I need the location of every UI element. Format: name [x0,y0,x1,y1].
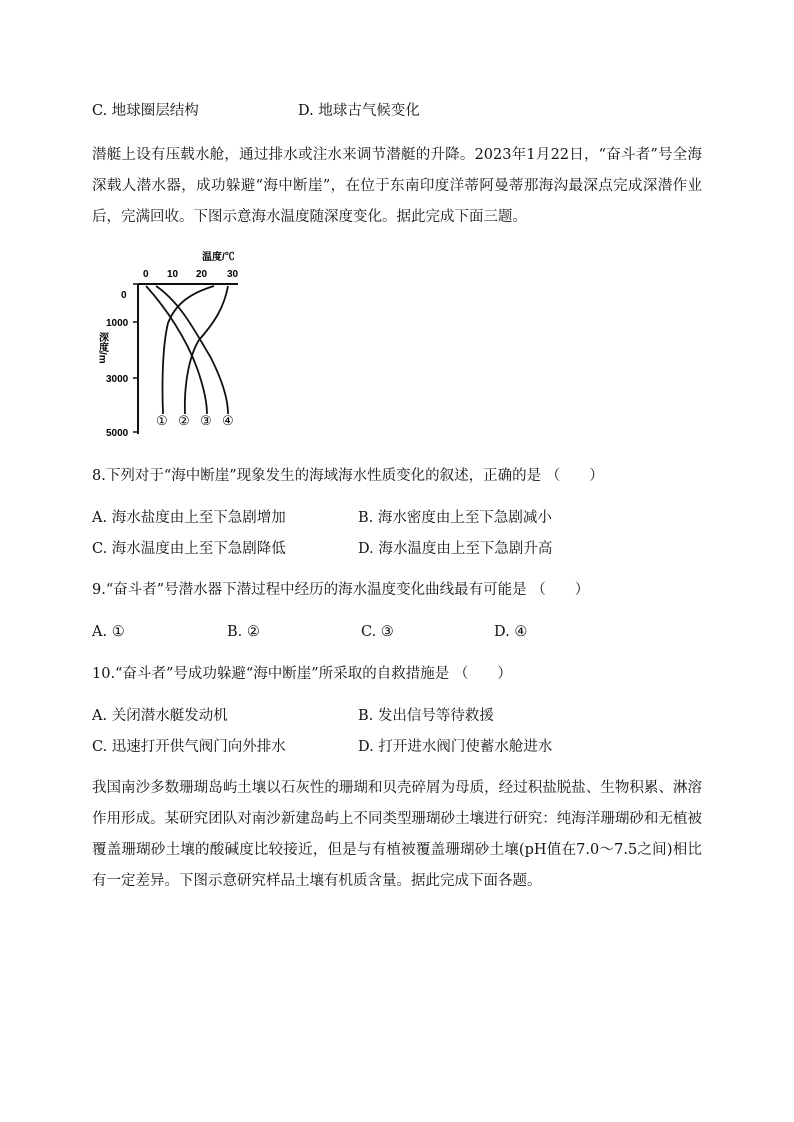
depth-tick-1000: 1000 [106,318,129,329]
temperature-depth-chart [96,248,266,443]
question-9-option-b: B. ② [227,624,260,640]
curve-label-3: ③ [200,413,212,428]
curve-4 [156,286,228,414]
question-10-stem: 10.“奋斗者”号成功躲避“海中断崖”所采取的自救措施是 （ ） [92,666,512,682]
question-8-option-d: D. 海水温度由上至下急剧升高 [358,541,553,557]
depth-tick-3000: 3000 [106,374,129,385]
curve-label-2: ② [178,413,190,428]
temp-tick-0: 0 [143,269,149,280]
question-8-option-c: C. 海水温度由上至下急剧降低 [92,541,286,557]
question-10-option-d: D. 打开进水阀门使蓄水舱进水 [358,739,553,755]
depth-tick-5000: 5000 [106,428,129,439]
question-9-option-a: A. ① [92,624,125,640]
closing-paragraph: 我国南沙多数珊瑚岛屿土壤以石灰性的珊瑚和贝壳碎屑为母质，经过积盐脱盐、生物积累、淋溶作用形成。某研究团队对南沙新建岛屿上不同类型珊瑚砂土壤进行研究：纯海洋珊瑚砂和无植被覆盖珊瑚砂土壤的酸碱度比较接近，但是与有植被覆盖珊瑚砂土壤(pH值在7.0～7.5之间)相比有一定差异。下图示意研究样品土壤有机质含量。据此完成下面各题。 [92,780,702,889]
curve-label-1: ① [156,413,168,428]
temp-tick-20: 20 [196,269,208,280]
temp-tick-30: 30 [227,269,239,280]
temp-tick-10: 10 [167,269,179,280]
curve-label-4: ④ [222,413,234,428]
question-8-stem: 8.下列对于“海中断崖”现象发生的海域海水性质变化的叙述，正确的是 （ ） [92,468,604,484]
option-d-previous: D. 地球古气候变化 [298,103,420,119]
question-8-option-b: B. 海水密度由上至下急剧减小 [358,510,552,526]
question-9-option-c: C. ③ [361,624,394,640]
option-c-previous: C. 地球圈层结构 [92,103,199,119]
question-10-option-b: B. 发出信号等待救援 [358,708,494,724]
question-9-stem: 9.“奋斗者”号潜水器下潜过程中经历的海水温度变化曲线最有可能是 （ ） [92,582,590,598]
depth-tick-0: 0 [121,290,127,301]
question-10-option-a: A. 关闭潜水艇发动机 [92,708,228,724]
question-10-option-c: C. 迅速打开供气阀门向外排水 [92,739,286,755]
depth-axis-label: 深度/m [96,332,108,364]
temperature-depth-figure [96,248,266,443]
question-8-option-a: A. 海水盐度由上至下急剧增加 [92,510,286,526]
temp-axis-label: 温度/℃ [202,252,235,263]
intro-paragraph: 潜艇上设有压载水舱，通过排水或注水来调节潜艇的升降。2023年1月22日，“奋斗者”号全海深载人潜水器，成功躲避“海中断崖”，在位于东南印度洋蒂阿曼蒂那海沟最深点完成深潜作业后，完满回收。下图示意海水温度随深度变化。据此完成下面三题。 [92,147,702,225]
question-9-option-d: D. ④ [494,624,528,640]
